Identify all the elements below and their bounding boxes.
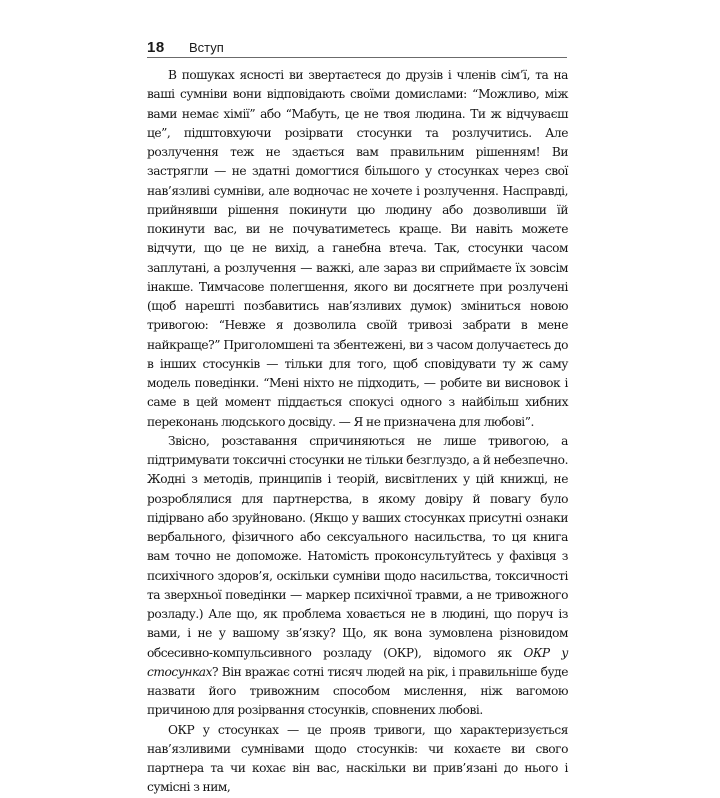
running-head [147,39,567,57]
section-title: Вступ [189,40,224,55]
paragraph-2 [147,432,568,721]
paragraph-2-text-after: ? Він вражає сотні тисяч людей на рік, і правильніше буде назвати його тривожним способом мислення, ніж вагомою причиною для розірвання стосунків, сповнених любові. [147,664,568,718]
emphasized-term: ОКР у стосунках [147,645,568,679]
body-text [147,66,568,798]
page-number: 18 [147,39,165,56]
paragraph-2-text-before: Звісно, розставання спричиняються не лише тривогою, а підтримувати токсичні стосунки не тільки безглуздо, а й небезпечно. Жодні з методів, принципів і теорій, висвітлених у цій книжці, не розроблялися для партнерства, в якому довіру й повагу було підірвано або зруйновано. (Якщо у ваших стосунках присутні ознаки вербального, фізичного або сексуального насильства, то ця книга вам точно не допоможе. Натомість проконсультуйтесь у фахівця з психічного здоров’я, оскільки сумніви щодо насильства, токсичності та зверхньої поведінки — маркер психічної травми, а не тривожного розладу.) Але що, як проблема ховається не в людині, що поруч із вами, і не у вашому зв’язку? Що, як вона зумовлена різновидом обсесивно-компульсивного розладу (ОКР), відомого як [147,433,568,660]
paragraph-1: В пошуках ясності ви звертаєтеся до друзів і членів сім’ї, та на ваші сумніви вони відповідають своїми домислами: “Можливо, між вами немає хімії” або “Мабуть, це не твоя людина. Ти ж відчуваєш це”, підштовхуючи розірвати стосунки та розлучитись. Але розлучення теж не здається вам правильним рішенням! Ви застрягли — не здатні домогтися більшого у стосунках через свої нав’язливі сумніви, але водночас не хочете і розлучення. Насправді, прийнявши рішення покинути цю людину або дозволивши їй покинути вас, ви не почуватиметесь краще. Ви навіть можете відчути, що це не вихід, а ганебна втеча. Так, стосунки часом заплутані, а розлучення — важкі, але зараз ви сприймаєте їх зовсім інакше. Тимчасове полегшення, якого ви досягнете при розлучені (щоб нарешті позбавитись нав’язливих думок) зміниться новою тривогою: “Невже я дозволила своїй тривозі забрати в мене найкраще?” Приголомшені та збентежені, ви з часом долучаєтесь до в інших стосунків — тільки для того, щоб сповідувати ту ж саму модель поведінки. “Мені ніхто не підходить, — робите ви висновок і саме в цей момент піддається спокусі одного з найбільш хибних переконань людського досвіду. — Я не призначена для любові”. [147,68,568,429]
header-rule [147,57,567,58]
paragraph-3: ОКР у стосунках — це прояв тривоги, що характеризується нав’язливими сумнівами щодо стосунків: чи кохаєте ви свого партнера та чи кохає він вас, наскільки ви прив’язані до нього і сумісні з ним, [147,722,568,795]
